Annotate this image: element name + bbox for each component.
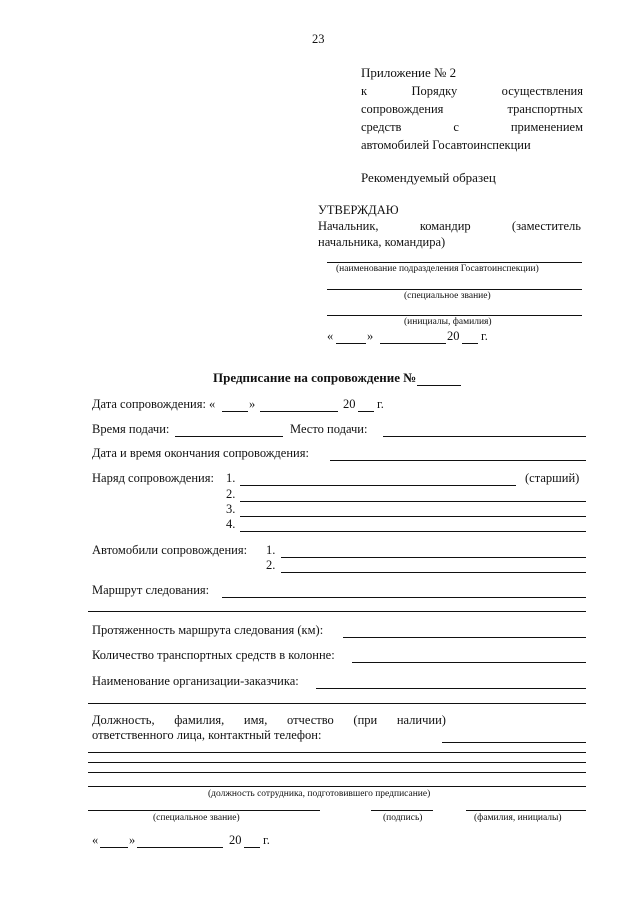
approval-month-line[interactable] bbox=[380, 343, 446, 344]
caption-unit: (наименование подразделения Госавтоинспекции) bbox=[336, 264, 539, 274]
count-line[interactable] bbox=[352, 662, 586, 663]
page-number: 23 bbox=[312, 32, 325, 46]
length-line[interactable] bbox=[343, 637, 586, 638]
responsible-line-d[interactable] bbox=[88, 772, 586, 773]
escort-date-year: 20 bbox=[343, 397, 356, 411]
caption-sign-signature: (подпись) bbox=[383, 813, 423, 823]
sign-year-line[interactable] bbox=[244, 847, 260, 848]
responsible-line-c[interactable] bbox=[88, 762, 586, 763]
approval-date-year: 20 bbox=[447, 329, 460, 343]
escort-date-close: » bbox=[249, 397, 256, 411]
cars-label: Автомобили сопровождения: bbox=[92, 543, 248, 557]
place-line[interactable] bbox=[383, 436, 586, 437]
end-line[interactable] bbox=[330, 460, 586, 461]
escort-year-line[interactable] bbox=[358, 411, 374, 412]
cars-item-2: 2. bbox=[266, 558, 276, 572]
place-label: Место подачи: bbox=[290, 422, 368, 436]
escort-date-suffix: г. bbox=[377, 397, 384, 411]
crew-line-2[interactable] bbox=[240, 501, 586, 502]
appendix-line-4: автомобилей Госавтоинспекции bbox=[361, 138, 531, 152]
caption-sign-name: (фамилия, инициалы) bbox=[474, 813, 562, 823]
responsible-line-b[interactable] bbox=[88, 752, 586, 753]
time-line[interactable] bbox=[175, 436, 283, 437]
caption-sign-rank: (специальное звание) bbox=[153, 813, 240, 823]
caption-name: (инициалы, фамилия) bbox=[404, 317, 492, 327]
sign-day-line[interactable] bbox=[100, 847, 128, 848]
responsible-line-a[interactable] bbox=[442, 742, 586, 743]
approval-date-suffix: г. bbox=[481, 329, 488, 343]
crew-line-3[interactable] bbox=[240, 516, 586, 517]
crew-item-1: 1. bbox=[226, 471, 236, 485]
form-title: Предписание на сопровождение № bbox=[213, 370, 417, 385]
sign-signature-line[interactable] bbox=[371, 810, 433, 811]
sign-date-open: « bbox=[92, 833, 99, 847]
crew-line-4[interactable] bbox=[240, 531, 586, 532]
unit-line bbox=[327, 262, 582, 263]
appendix-line-3: средств с применением bbox=[361, 120, 583, 134]
crew-line-1[interactable] bbox=[240, 485, 516, 486]
rank-line bbox=[327, 289, 582, 290]
cars-line-2[interactable] bbox=[281, 572, 586, 573]
approval-date-open: « bbox=[327, 329, 334, 343]
approve-heading: УТВЕРЖДАЮ bbox=[318, 203, 399, 217]
crew-item-3: 3. bbox=[226, 502, 236, 516]
crew-senior: (старший) bbox=[525, 471, 580, 485]
caption-rank: (специальное звание) bbox=[404, 291, 491, 301]
sign-rank-line[interactable] bbox=[88, 810, 320, 811]
sign-date-suffix: г. bbox=[263, 833, 270, 847]
appendix-line-1: к Порядку осуществления bbox=[361, 84, 583, 98]
approval-year-line[interactable] bbox=[462, 343, 478, 344]
sign-month-line[interactable] bbox=[137, 847, 223, 848]
crew-item-4: 4. bbox=[226, 517, 236, 531]
crew-label: Наряд сопровождения: bbox=[92, 471, 214, 485]
caption-position: (должность сотрудника, подготовившего предписание) bbox=[208, 789, 431, 799]
appendix-line-2: сопровождения транспортных bbox=[361, 102, 583, 116]
form-number-line[interactable] bbox=[417, 385, 461, 386]
sign-date-close: » bbox=[129, 833, 136, 847]
escort-month-line[interactable] bbox=[260, 411, 338, 412]
route-label: Маршрут следования: bbox=[92, 583, 210, 597]
route-line-2[interactable] bbox=[88, 611, 586, 612]
end-label: Дата и время окончания сопровождения: bbox=[92, 446, 309, 460]
length-label: Протяженность маршрута следования (км): bbox=[92, 623, 324, 637]
recommended-sample: Рекомендуемый образец bbox=[361, 170, 496, 185]
name-line bbox=[327, 315, 582, 316]
responsible-line-2: ответственного лица, контактный телефон: bbox=[92, 728, 322, 742]
responsible-line-1: Должность, фамилия, имя, отчество (при наличии) bbox=[92, 713, 446, 727]
sign-date-year: 20 bbox=[229, 833, 242, 847]
approval-date-close: » bbox=[367, 329, 374, 343]
crew-item-2: 2. bbox=[226, 487, 236, 501]
appendix-title: Приложение № 2 bbox=[361, 65, 457, 80]
org-label: Наименование организации-заказчика: bbox=[92, 674, 299, 688]
escort-day-line[interactable] bbox=[222, 411, 248, 412]
org-line-2[interactable] bbox=[88, 703, 586, 704]
time-label: Время подачи: bbox=[92, 422, 170, 436]
cars-item-1: 1. bbox=[266, 543, 276, 557]
route-line-1[interactable] bbox=[222, 597, 586, 598]
sign-name-line[interactable] bbox=[466, 810, 586, 811]
count-label: Количество транспортных средств в колонне: bbox=[92, 648, 335, 662]
cars-line-1[interactable] bbox=[281, 557, 586, 558]
approval-line-1: Начальник, командир (заместитель bbox=[318, 219, 581, 233]
org-line-1[interactable] bbox=[316, 688, 586, 689]
escort-date-label: Дата сопровождения: « bbox=[92, 397, 216, 411]
position-line[interactable] bbox=[88, 786, 586, 787]
approval-line-2: начальника, командира) bbox=[318, 235, 446, 249]
approval-day-line[interactable] bbox=[336, 343, 366, 344]
